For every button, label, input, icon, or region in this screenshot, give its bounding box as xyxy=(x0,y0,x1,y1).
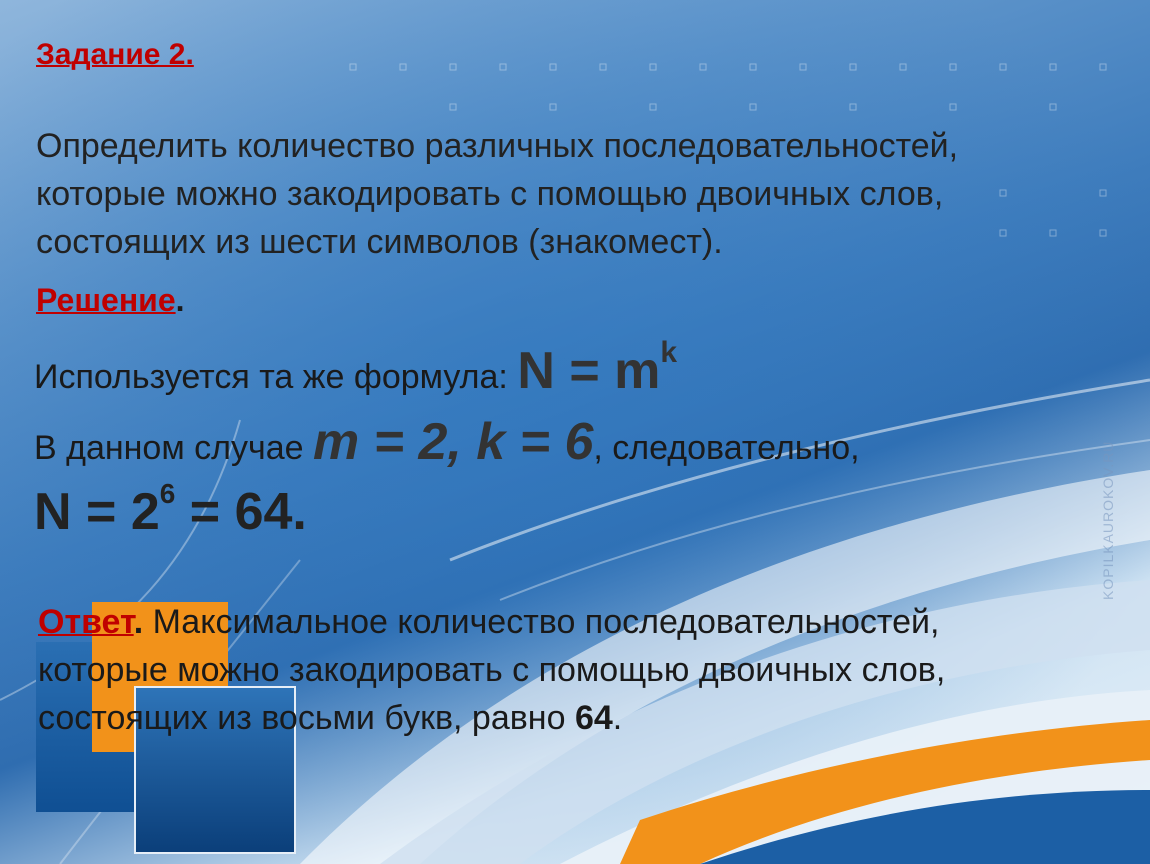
task-text xyxy=(36,122,958,266)
result-exponent: 6 xyxy=(159,478,176,509)
watermark: KOPILKAUROKOV.RU xyxy=(1100,440,1116,600)
result-base: N = 2 xyxy=(34,483,160,541)
answer-text-3: состоящих из восьми букв, равно xyxy=(38,699,575,737)
answer-line-1 xyxy=(38,598,945,646)
formula-intro: Используется та же формула: xyxy=(34,358,518,396)
task-line-1: Определить количество различных последовательностей, xyxy=(36,127,959,165)
answer-text-1: Максимальное количество последовательностей, xyxy=(143,603,940,641)
case-values: m = 2, k = 6 xyxy=(312,413,594,471)
slide-title: Задание 2. xyxy=(36,38,194,71)
answer-line-3 xyxy=(38,694,945,742)
answer-suffix: . xyxy=(612,699,623,737)
answer-block xyxy=(38,598,945,742)
case-line xyxy=(34,412,860,472)
answer-label-suffix: . xyxy=(133,603,144,641)
solution-heading xyxy=(36,282,185,319)
solution-label: Решение xyxy=(36,282,176,318)
solution-suffix: . xyxy=(175,282,185,318)
case-prefix: В данном случае xyxy=(34,429,313,467)
formula-base: N = m xyxy=(517,342,661,400)
formula-line xyxy=(34,336,677,401)
case-suffix: , следовательно, xyxy=(593,429,860,467)
task-line-3: состоящих из шести символов (знакомест). xyxy=(36,223,723,261)
answer-line-2: которые можно закодировать с помощью двоичных слов, xyxy=(38,651,946,689)
result-line xyxy=(34,478,307,542)
task-line-2: которые можно закодировать с помощью двоичных слов, xyxy=(36,175,944,213)
formula xyxy=(517,336,678,400)
formula-exponent: k xyxy=(660,336,678,369)
result-tail: = 64. xyxy=(175,483,307,541)
answer-label: Ответ xyxy=(38,603,134,641)
answer-value: 64 xyxy=(574,699,613,737)
